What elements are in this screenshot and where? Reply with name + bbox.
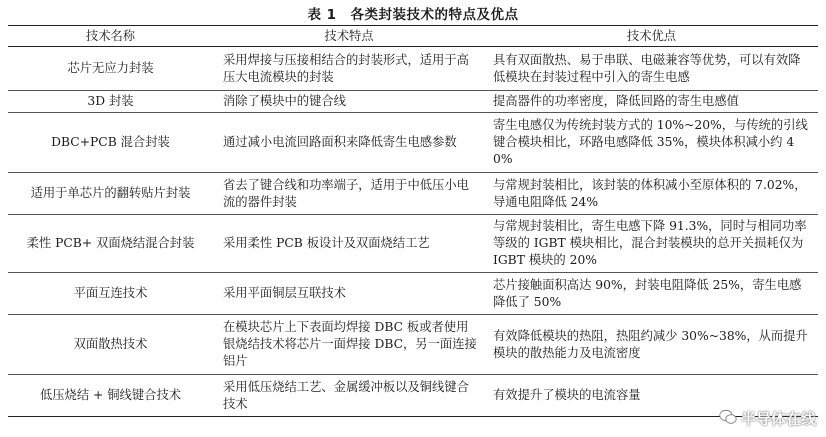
table-row [8,273,818,315]
wechat-icon [719,409,737,429]
tech-name-cell: 平面互连技术 [73,286,148,300]
tech-name-cell: 3D 封装 [87,94,134,108]
tech-name-cell: 芯片无应力封装 [67,61,154,75]
tech-name-cell: 柔性 PCB+ 双面烧结混合封装 [26,236,195,250]
table-row [8,91,818,113]
watermark [719,408,816,429]
table-row [8,375,818,417]
header-tech-feature: 技术特点 [324,28,374,43]
header-tech-advantage: 技术优点 [626,28,677,43]
table-header-row [8,26,818,47]
watermark-text: 半导体在线 [740,410,816,428]
tech-advantage-cell: 有效降低模块的热阻，热阻约减少 30%~38%，从而提升模块的散热能力及电流密度 [493,328,808,360]
tech-advantage-cell: 有效提升了模块的电流容量 [493,388,641,402]
tech-name-cell: DBC+PCB 混合封装 [51,135,170,149]
table-row [8,47,818,91]
tech-feature-cell: 在模块芯片上下表面均焊接 DBC 板或者使用银烧结技术将芯片一面焊接 DBC，另一面连接铝片 [223,320,477,368]
tech-advantage-cell: 与常规封装相比，寄生电感下降 91.3%，同时与相同功率等级的 IGBT 模块相比，混合封装模块的总开关损耗仅为 IGBT 模块的 20% [493,219,807,267]
packaging-technology-table [8,25,818,417]
tech-feature-cell: 消除了模块中的键合线 [223,94,346,108]
table-row [8,215,818,273]
tech-advantage-cell: 提高器件的功率密度，降低回路的寄生电感值 [493,94,739,108]
tech-advantage-cell: 寄生电感仅为传统封装方式的 10%~20%，与传统的引线键合模块相比，环路电感降低 35%，模块体积减小约 40% [493,118,808,166]
tech-name-cell: 低压烧结 + 铜线键合技术 [39,388,182,402]
tech-name-cell: 适用于单芯片的翻转贴片封装 [30,186,191,200]
tech-name-cell: 双面散热技术 [73,337,148,351]
tech-feature-cell: 采用低压烧结工艺、金属缓冲板以及铜线键合技术 [223,379,469,411]
tech-advantage-cell: 芯片接触面积高达 90%，封装电阻降低 25%，寄生电感降低了 50% [493,277,802,309]
header-tech-name: 技术名称 [85,28,136,43]
tech-feature-cell: 采用平面铜层互联技术 [223,286,346,300]
tech-feature-cell: 通过减小电流回路面积来降低寄生电感参数 [223,135,457,149]
tech-advantage-cell: 具有双面散热、易于串联、电磁兼容等优势，可以有效降低模块在封装过程中引入的寄生电感 [493,52,801,84]
tech-advantage-cell: 与常规封装相比，该封装的体积减小至原体积的 7.02%，导通电阻降低 24% [493,177,807,209]
table-row [8,315,818,375]
table-caption: 表 1 各类封装技术的特点及优点 [307,7,519,23]
tech-feature-cell: 采用焊接与压接相结合的封装形式，适用于高压大电流模块的封装 [223,52,469,84]
table-row [8,173,818,215]
tech-feature-cell: 省去了键合线和功率端子，适用于中低压小电流的器件封装 [223,177,469,209]
tech-feature-cell: 采用柔性 PCB 板设计及双面烧结工艺 [223,236,430,250]
table-row [8,113,818,173]
